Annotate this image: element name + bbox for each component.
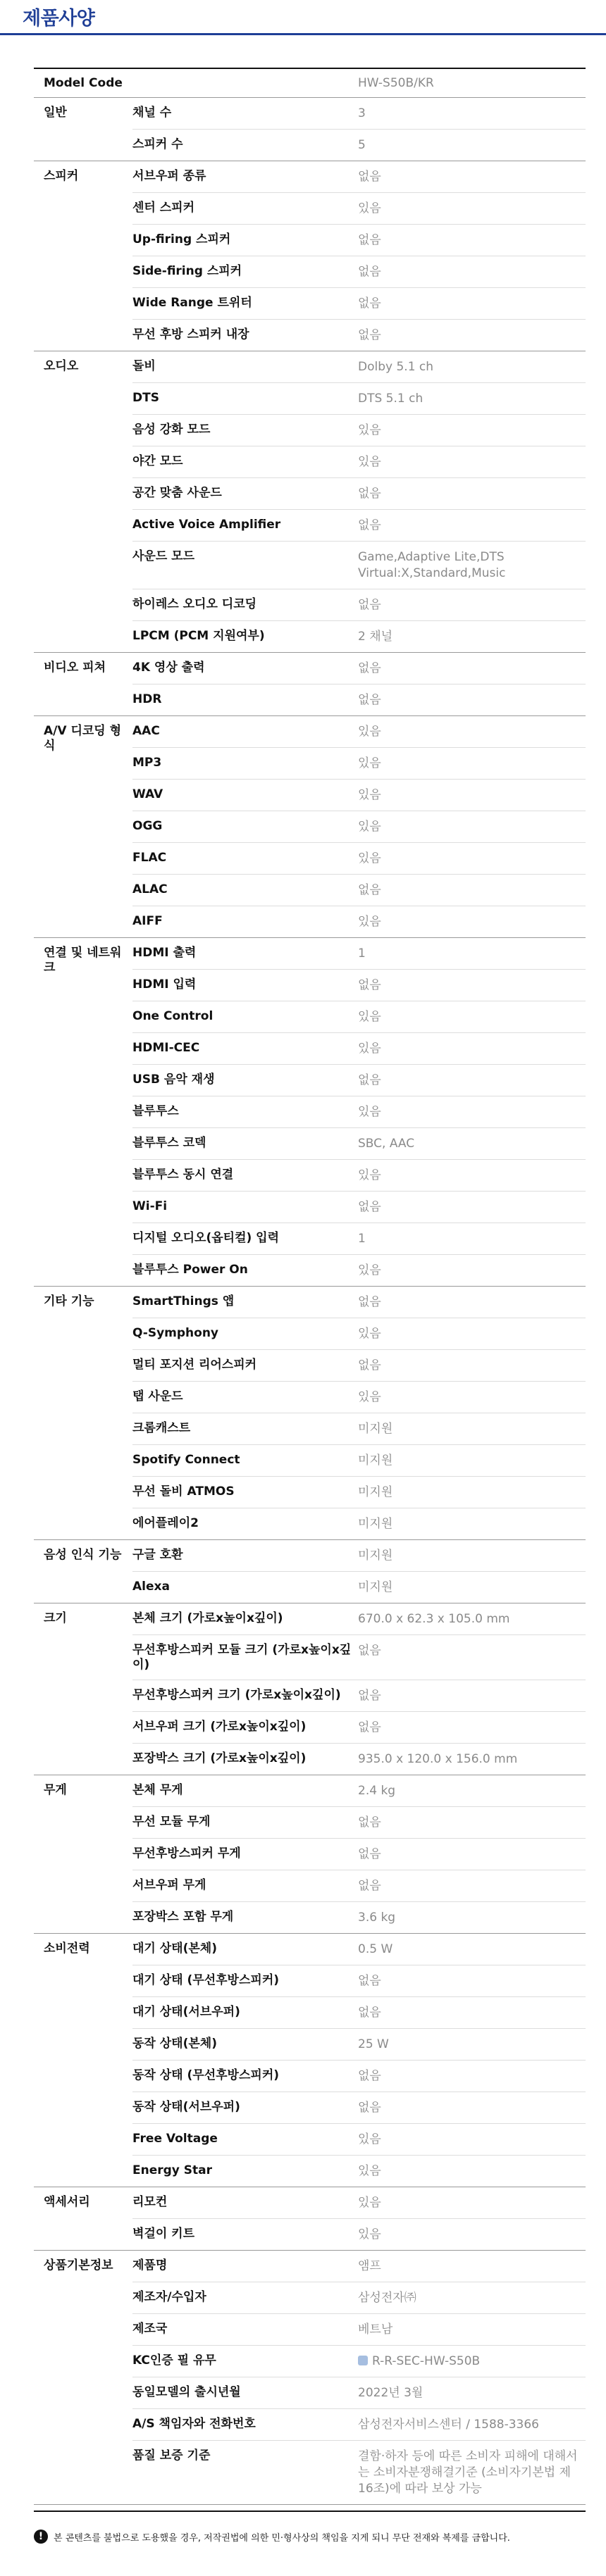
spec-group-name: 액세서리 bbox=[44, 2195, 90, 2209]
spec-row bbox=[132, 415, 586, 446]
spec-group-name: 연결 및 네트워크 bbox=[44, 946, 122, 975]
spec-label: OGG bbox=[132, 819, 163, 833]
spec-label: Energy Star bbox=[132, 2163, 213, 2177]
spec-label: 디지털 오디오(옵티컬) 입력 bbox=[132, 1231, 280, 1245]
spec-value: 2022년 3월 bbox=[358, 2386, 423, 2400]
spec-row bbox=[132, 748, 586, 780]
spec-value: 없음 bbox=[358, 487, 381, 501]
spec-group bbox=[34, 2187, 586, 2251]
spec-label: 동작 상태(본체) bbox=[132, 2037, 217, 2051]
spec-row bbox=[132, 351, 586, 383]
spec-row bbox=[132, 1223, 586, 1255]
spec-row bbox=[132, 446, 586, 478]
spec-value: 있음 bbox=[358, 423, 381, 437]
spec-label: 블루투스 동시 연결 bbox=[132, 1168, 234, 1182]
spec-value: 1 bbox=[358, 946, 366, 961]
spec-label: 4K 영상 출력 bbox=[132, 661, 205, 675]
spec-value: 있음 bbox=[358, 820, 381, 834]
spec-label: 무선 후방 스피커 내장 bbox=[132, 327, 249, 342]
spec-row bbox=[132, 130, 586, 161]
spec-label: Q-Symphony bbox=[132, 1326, 218, 1340]
spec-row bbox=[132, 1902, 586, 1933]
spec-row bbox=[132, 2314, 586, 2346]
spec-value: 없음 bbox=[358, 1974, 381, 1988]
spec-row bbox=[132, 1997, 586, 2029]
spec-label: 블루투스 bbox=[132, 1104, 179, 1118]
spec-value: 없음 bbox=[358, 518, 381, 532]
spec-row bbox=[132, 875, 586, 906]
spec-row bbox=[132, 1413, 586, 1445]
spec-value: Dolby 5.1 ch bbox=[358, 360, 434, 374]
spec-label: 무선 모듈 무게 bbox=[132, 1815, 211, 1829]
spec-row bbox=[132, 621, 586, 652]
spec-group-name: 기타 기능 bbox=[44, 1294, 94, 1308]
spec-row bbox=[132, 970, 586, 1001]
spec-row bbox=[132, 1635, 586, 1680]
spec-label: 무선후방스피커 무게 bbox=[132, 1846, 241, 1861]
spec-row bbox=[132, 1870, 586, 1902]
spec-group bbox=[34, 1934, 586, 2187]
exclamation-icon: ! bbox=[34, 2530, 48, 2544]
spec-label: 크롬캐스트 bbox=[132, 1421, 191, 1435]
spec-row bbox=[132, 1255, 586, 1286]
spec-label: HDMI 출력 bbox=[132, 946, 197, 960]
spec-group-rows bbox=[132, 1540, 586, 1603]
spec-value: 결함·하자 등에 따른 소비자 피해에 대해서는 소비자분쟁해결기준 (소비자기본법 제16조)에 따라 보상 가능 bbox=[358, 2449, 578, 2496]
spec-label: 멀티 포지션 리어스피커 bbox=[132, 1358, 257, 1372]
spec-row bbox=[132, 1508, 586, 1539]
spec-row bbox=[132, 1965, 586, 1997]
spec-label: 서브우퍼 크기 (가로x높이x깊이) bbox=[132, 1720, 307, 1734]
spec-group bbox=[34, 1603, 586, 1775]
page-header bbox=[0, 0, 606, 35]
spec-group-name: 상품기본정보 bbox=[44, 2258, 113, 2272]
spec-label: 동작 상태 (무선후방스피커) bbox=[132, 2068, 280, 2082]
spec-group-rows bbox=[132, 98, 586, 161]
spec-label: DTS bbox=[132, 391, 159, 405]
spec-value: 미지원 bbox=[358, 1422, 393, 1436]
model-code-value: HW-S50B/KR bbox=[358, 76, 434, 90]
spec-value: 있음 bbox=[358, 1168, 381, 1182]
spec-row bbox=[132, 1445, 586, 1477]
spec-row bbox=[132, 1065, 586, 1096]
spec-value: 없음 bbox=[358, 1815, 381, 1830]
spec-value: 없음 bbox=[358, 1073, 381, 1087]
spec-value: 있음 bbox=[358, 1105, 381, 1119]
spec-row bbox=[132, 1318, 586, 1350]
spec-value: Game,Adaptive Lite,DTS Virtual:X,Standard,Music bbox=[358, 550, 506, 580]
spec-row bbox=[132, 843, 586, 875]
spec-row bbox=[132, 1775, 586, 1807]
spec-label: ALAC bbox=[132, 882, 168, 896]
spec-row bbox=[132, 684, 586, 715]
kc-certification-icon bbox=[358, 2356, 368, 2365]
spec-row bbox=[132, 1033, 586, 1065]
spec-label: 야간 모드 bbox=[132, 454, 183, 468]
spec-label: 벽걸이 키트 bbox=[132, 2227, 195, 2241]
spec-value: 있음 bbox=[358, 1327, 381, 1341]
spec-row bbox=[132, 2092, 586, 2124]
spec-value: 없음 bbox=[358, 296, 381, 311]
spec-value: 2 채널 bbox=[358, 630, 393, 644]
spec-label: A/S 책임자와 전화번호 bbox=[132, 2417, 256, 2431]
spec-label: 사운드 모드 bbox=[132, 549, 195, 563]
spec-group-rows bbox=[132, 716, 586, 937]
spec-value: 없음 bbox=[358, 1720, 381, 1734]
spec-value: 있음 bbox=[358, 1263, 381, 1277]
spec-group bbox=[34, 1540, 586, 1603]
spec-label: 에어플레이2 bbox=[132, 1516, 199, 1530]
spec-group-name: 소비전력 bbox=[44, 1942, 90, 1956]
spec-label: Wide Range 트위터 bbox=[132, 296, 252, 310]
spec-label: 대기 상태(서브우퍼) bbox=[132, 2005, 240, 2019]
spec-value: 3 bbox=[358, 106, 366, 120]
spec-row bbox=[132, 2251, 586, 2282]
spec-row bbox=[132, 1192, 586, 1223]
spec-label: WAV bbox=[132, 787, 163, 801]
spec-label: Active Voice Amplifier bbox=[132, 518, 281, 532]
table-bottom-rule bbox=[34, 2511, 586, 2512]
spec-value: 있음 bbox=[358, 915, 381, 929]
spec-row bbox=[132, 1712, 586, 1744]
spec-row bbox=[132, 1744, 586, 1775]
spec-group-rows bbox=[132, 1934, 586, 2187]
spec-value: 있음 bbox=[358, 851, 381, 865]
spec-label: 서브우퍼 종류 bbox=[132, 169, 206, 183]
spec-row bbox=[132, 1160, 586, 1192]
spec-label: 대기 상태 (무선후방스피커) bbox=[132, 1973, 280, 1987]
spec-value: 25 W bbox=[358, 2037, 389, 2051]
spec-label: 탭 사운드 bbox=[132, 1389, 183, 1403]
spec-row bbox=[132, 938, 586, 970]
spec-value: 베트남 bbox=[358, 2322, 393, 2337]
spec-row bbox=[132, 2441, 586, 2504]
spec-label: Free Voltage bbox=[132, 2132, 218, 2146]
spec-row bbox=[132, 2219, 586, 2250]
spec-row bbox=[132, 1477, 586, 1508]
spec-label: 대기 상태(본체) bbox=[132, 1942, 217, 1956]
spec-row bbox=[132, 288, 586, 320]
spec-value: 없음 bbox=[358, 1295, 381, 1309]
spec-label: 하이레스 오디오 디코딩 bbox=[132, 597, 257, 611]
spec-value: 있음 bbox=[358, 1010, 381, 1024]
spec-value: 5 bbox=[358, 138, 366, 152]
spec-row bbox=[132, 320, 586, 351]
spec-group-name: A/V 디코딩 형식 bbox=[44, 724, 122, 753]
spec-group-name: 스피커 bbox=[44, 169, 79, 183]
spec-value: 없음 bbox=[358, 233, 381, 247]
spec-row bbox=[132, 2282, 586, 2314]
spec-group-rows bbox=[132, 1287, 586, 1539]
spec-row bbox=[132, 716, 586, 748]
spec-value bbox=[358, 2346, 586, 2377]
spec-label: 무선후방스피커 크기 (가로x높이x깊이) bbox=[132, 1688, 341, 1702]
spec-group bbox=[34, 716, 586, 938]
spec-label: 동작 상태(서브우퍼) bbox=[132, 2100, 240, 2114]
spec-row bbox=[132, 811, 586, 843]
spec-value: 없음 bbox=[358, 328, 381, 342]
spec-row bbox=[132, 780, 586, 811]
spec-value: 미지원 bbox=[358, 1517, 393, 1531]
spec-label: HDR bbox=[132, 692, 162, 706]
spec-value: 없음 bbox=[358, 1847, 381, 1861]
spec-label: FLAC bbox=[132, 851, 167, 865]
spec-value: 없음 bbox=[358, 661, 381, 675]
spec-value: 없음 bbox=[358, 598, 381, 612]
spec-row bbox=[132, 1287, 586, 1318]
spec-row bbox=[132, 906, 586, 937]
spec-label: Side-firing 스피커 bbox=[132, 264, 242, 278]
spec-label: Up-firing 스피커 bbox=[132, 232, 231, 246]
spec-group bbox=[34, 161, 586, 351]
spec-row bbox=[132, 1934, 586, 1965]
spec-row bbox=[132, 589, 586, 621]
spec-value: 없음 bbox=[358, 2069, 381, 2083]
spec-value: 미지원 bbox=[358, 1485, 393, 1499]
spec-value: DTS 5.1 ch bbox=[358, 392, 423, 406]
spec-group bbox=[34, 98, 586, 161]
spec-group-name: 크기 bbox=[44, 1611, 67, 1625]
spec-row bbox=[132, 193, 586, 225]
spec-row bbox=[132, 1382, 586, 1413]
spec-label: 블루투스 Power On bbox=[132, 1263, 248, 1277]
spec-label: 공간 맞춤 사운드 bbox=[132, 486, 222, 500]
spec-label: Alexa bbox=[132, 1580, 170, 1594]
spec-value: 있음 bbox=[358, 788, 381, 802]
spec-group bbox=[34, 1775, 586, 1934]
spec-label: 무선후방스피커 모듈 크기 (가로x높이x깊이) bbox=[132, 1643, 352, 1672]
spec-group-rows bbox=[132, 2251, 586, 2504]
spec-label: 본체 크기 (가로x높이x깊이) bbox=[132, 1611, 283, 1625]
spec-group-rows bbox=[132, 2187, 586, 2250]
spec-row bbox=[132, 1096, 586, 1128]
spec-value: 없음 bbox=[358, 170, 381, 184]
spec-value: 있음 bbox=[358, 455, 381, 469]
spec-label: 제품명 bbox=[132, 2258, 168, 2272]
spec-group bbox=[34, 351, 586, 653]
spec-value: 있음 bbox=[358, 725, 381, 739]
spec-label: HDMI 입력 bbox=[132, 977, 197, 992]
spec-group bbox=[34, 1287, 586, 1540]
spec-row bbox=[132, 1680, 586, 1712]
spec-value: 없음 bbox=[358, 265, 381, 279]
copyright-notice-text: 본 콘텐츠를 불법으로 도용했을 경우, 저작권법에 의한 민·형사상의 책임을 지게 되니 무단 전재와 복제를 금합니다. bbox=[54, 2532, 510, 2544]
spec-value: 없음 bbox=[358, 1689, 381, 1703]
spec-value: 있음 bbox=[358, 2164, 381, 2178]
spec-label: 포장박스 포함 무게 bbox=[132, 1910, 234, 1924]
spec-row bbox=[132, 2346, 586, 2377]
spec-label: 무선 돌비 ATMOS bbox=[132, 1484, 235, 1499]
spec-value: 삼성전자서비스센터 / 1588-3366 bbox=[358, 2418, 539, 2432]
page-title: 제품사양 bbox=[23, 8, 95, 30]
spec-label: SmartThings 앱 bbox=[132, 1294, 235, 1308]
spec-value: 있음 bbox=[358, 1042, 381, 1056]
spec-value: 있음 bbox=[358, 756, 381, 770]
spec-row bbox=[132, 1839, 586, 1870]
spec-label: USB 음악 재생 bbox=[132, 1073, 215, 1087]
spec-label: MP3 bbox=[132, 756, 162, 770]
spec-group-name: 음성 인식 기능 bbox=[44, 1548, 122, 1562]
spec-row bbox=[132, 225, 586, 256]
spec-label: 동일모델의 출시년월 bbox=[132, 2385, 241, 2399]
spec-value: 0.5 W bbox=[358, 1942, 393, 1956]
spec-value: SBC, AAC bbox=[358, 1137, 415, 1151]
spec-label: Wi-Fi bbox=[132, 1199, 168, 1213]
spec-group-rows bbox=[132, 351, 586, 652]
spec-row bbox=[132, 161, 586, 193]
model-code-label: Model Code bbox=[44, 76, 123, 90]
spec-value: 있음 bbox=[358, 2196, 381, 2210]
spec-value: 없음 bbox=[358, 1879, 381, 1893]
model-code-row bbox=[34, 68, 586, 98]
spec-row bbox=[132, 478, 586, 510]
copyright-notice bbox=[34, 2530, 510, 2544]
spec-value: 없음 bbox=[358, 693, 381, 707]
spec-row bbox=[132, 1540, 586, 1572]
spec-label: 서브우퍼 무게 bbox=[132, 1878, 206, 1892]
spec-value: 3.6 kg bbox=[358, 1911, 396, 1925]
spec-value: 없음 bbox=[358, 1358, 381, 1373]
spec-group-name: 일반 bbox=[44, 106, 67, 120]
spec-row bbox=[132, 1350, 586, 1382]
spec-value: 1 bbox=[358, 1232, 366, 1246]
spec-label: 제조국 bbox=[132, 2322, 168, 2336]
spec-group-rows bbox=[132, 938, 586, 1286]
spec-label: 품질 보증 기준 bbox=[132, 2449, 211, 2463]
spec-label: KC인증 필 유무 bbox=[132, 2353, 216, 2368]
spec-label: 포장박스 크기 (가로x높이x깊이) bbox=[132, 1751, 307, 1765]
spec-row bbox=[132, 1807, 586, 1839]
spec-value: 없음 bbox=[358, 1644, 381, 1658]
spec-value: 삼성전자㈜ bbox=[358, 2291, 416, 2305]
spec-value: 미지원 bbox=[358, 1580, 393, 1594]
spec-group-name: 비디오 피쳐 bbox=[44, 661, 106, 675]
spec-label: 채널 수 bbox=[132, 106, 172, 120]
spec-value-text: R-R-SEC-HW-S50B bbox=[372, 2354, 481, 2368]
spec-group bbox=[34, 938, 586, 1287]
spec-label: One Control bbox=[132, 1009, 214, 1023]
spec-table bbox=[34, 68, 586, 2505]
spec-value: 935.0 x 120.0 x 156.0 mm bbox=[358, 1752, 518, 1766]
spec-label: 구글 호환 bbox=[132, 1548, 183, 1562]
spec-label: 스피커 수 bbox=[132, 137, 183, 151]
spec-value: 없음 bbox=[358, 883, 381, 897]
spec-label: HDMI-CEC bbox=[132, 1041, 200, 1055]
spec-row bbox=[132, 98, 586, 130]
spec-row bbox=[132, 2029, 586, 2061]
spec-group bbox=[34, 653, 586, 716]
spec-row bbox=[132, 1572, 586, 1603]
spec-value: 없음 bbox=[358, 2101, 381, 2115]
spec-group-name: 무게 bbox=[44, 1783, 67, 1797]
spec-label: 센터 스피커 bbox=[132, 201, 195, 215]
spec-value: 있음 bbox=[358, 1390, 381, 1404]
spec-value: 670.0 x 62.3 x 105.0 mm bbox=[358, 1612, 510, 1626]
spec-row bbox=[132, 2409, 586, 2441]
spec-label: 돌비 bbox=[132, 359, 156, 373]
spec-row bbox=[132, 542, 586, 589]
spec-value: 미지원 bbox=[358, 1453, 393, 1468]
spec-label: 리모컨 bbox=[132, 2195, 168, 2209]
spec-row bbox=[132, 256, 586, 288]
spec-label: 본체 무게 bbox=[132, 1783, 183, 1797]
spec-row bbox=[132, 510, 586, 542]
spec-group-rows bbox=[132, 161, 586, 351]
spec-group-rows bbox=[132, 653, 586, 715]
spec-row bbox=[132, 2124, 586, 2156]
spec-row bbox=[132, 383, 586, 415]
spec-label: LPCM (PCM 지원여부) bbox=[132, 629, 265, 643]
spec-value: 미지원 bbox=[358, 1549, 393, 1563]
spec-row bbox=[132, 1001, 586, 1033]
spec-row bbox=[132, 2156, 586, 2187]
spec-row bbox=[132, 653, 586, 684]
spec-value: 없음 bbox=[358, 1200, 381, 1214]
spec-row bbox=[132, 1603, 586, 1635]
spec-group-name: 오디오 bbox=[44, 359, 79, 373]
spec-value: 없음 bbox=[358, 978, 381, 992]
spec-label: AIFF bbox=[132, 914, 163, 928]
spec-value: 없음 bbox=[358, 2006, 381, 2020]
spec-group bbox=[34, 2251, 586, 2505]
spec-value: 2.4 kg bbox=[358, 1784, 396, 1798]
spec-row bbox=[132, 2187, 586, 2219]
spec-label: Spotify Connect bbox=[132, 1453, 240, 1467]
spec-value: 있음 bbox=[358, 2132, 381, 2146]
spec-group-rows bbox=[132, 1775, 586, 1933]
spec-value: 있음 bbox=[358, 2227, 381, 2242]
spec-row bbox=[132, 1128, 586, 1160]
spec-row bbox=[132, 2377, 586, 2409]
spec-group-rows bbox=[132, 1603, 586, 1775]
spec-value: 있음 bbox=[358, 201, 381, 215]
spec-label: 제조자/수입자 bbox=[132, 2290, 206, 2304]
spec-row bbox=[132, 2061, 586, 2092]
spec-label: 블루투스 코덱 bbox=[132, 1136, 206, 1150]
spec-label: AAC bbox=[132, 724, 160, 738]
spec-label: 음성 강화 모드 bbox=[132, 423, 211, 437]
spec-value: 앰프 bbox=[358, 2259, 381, 2273]
